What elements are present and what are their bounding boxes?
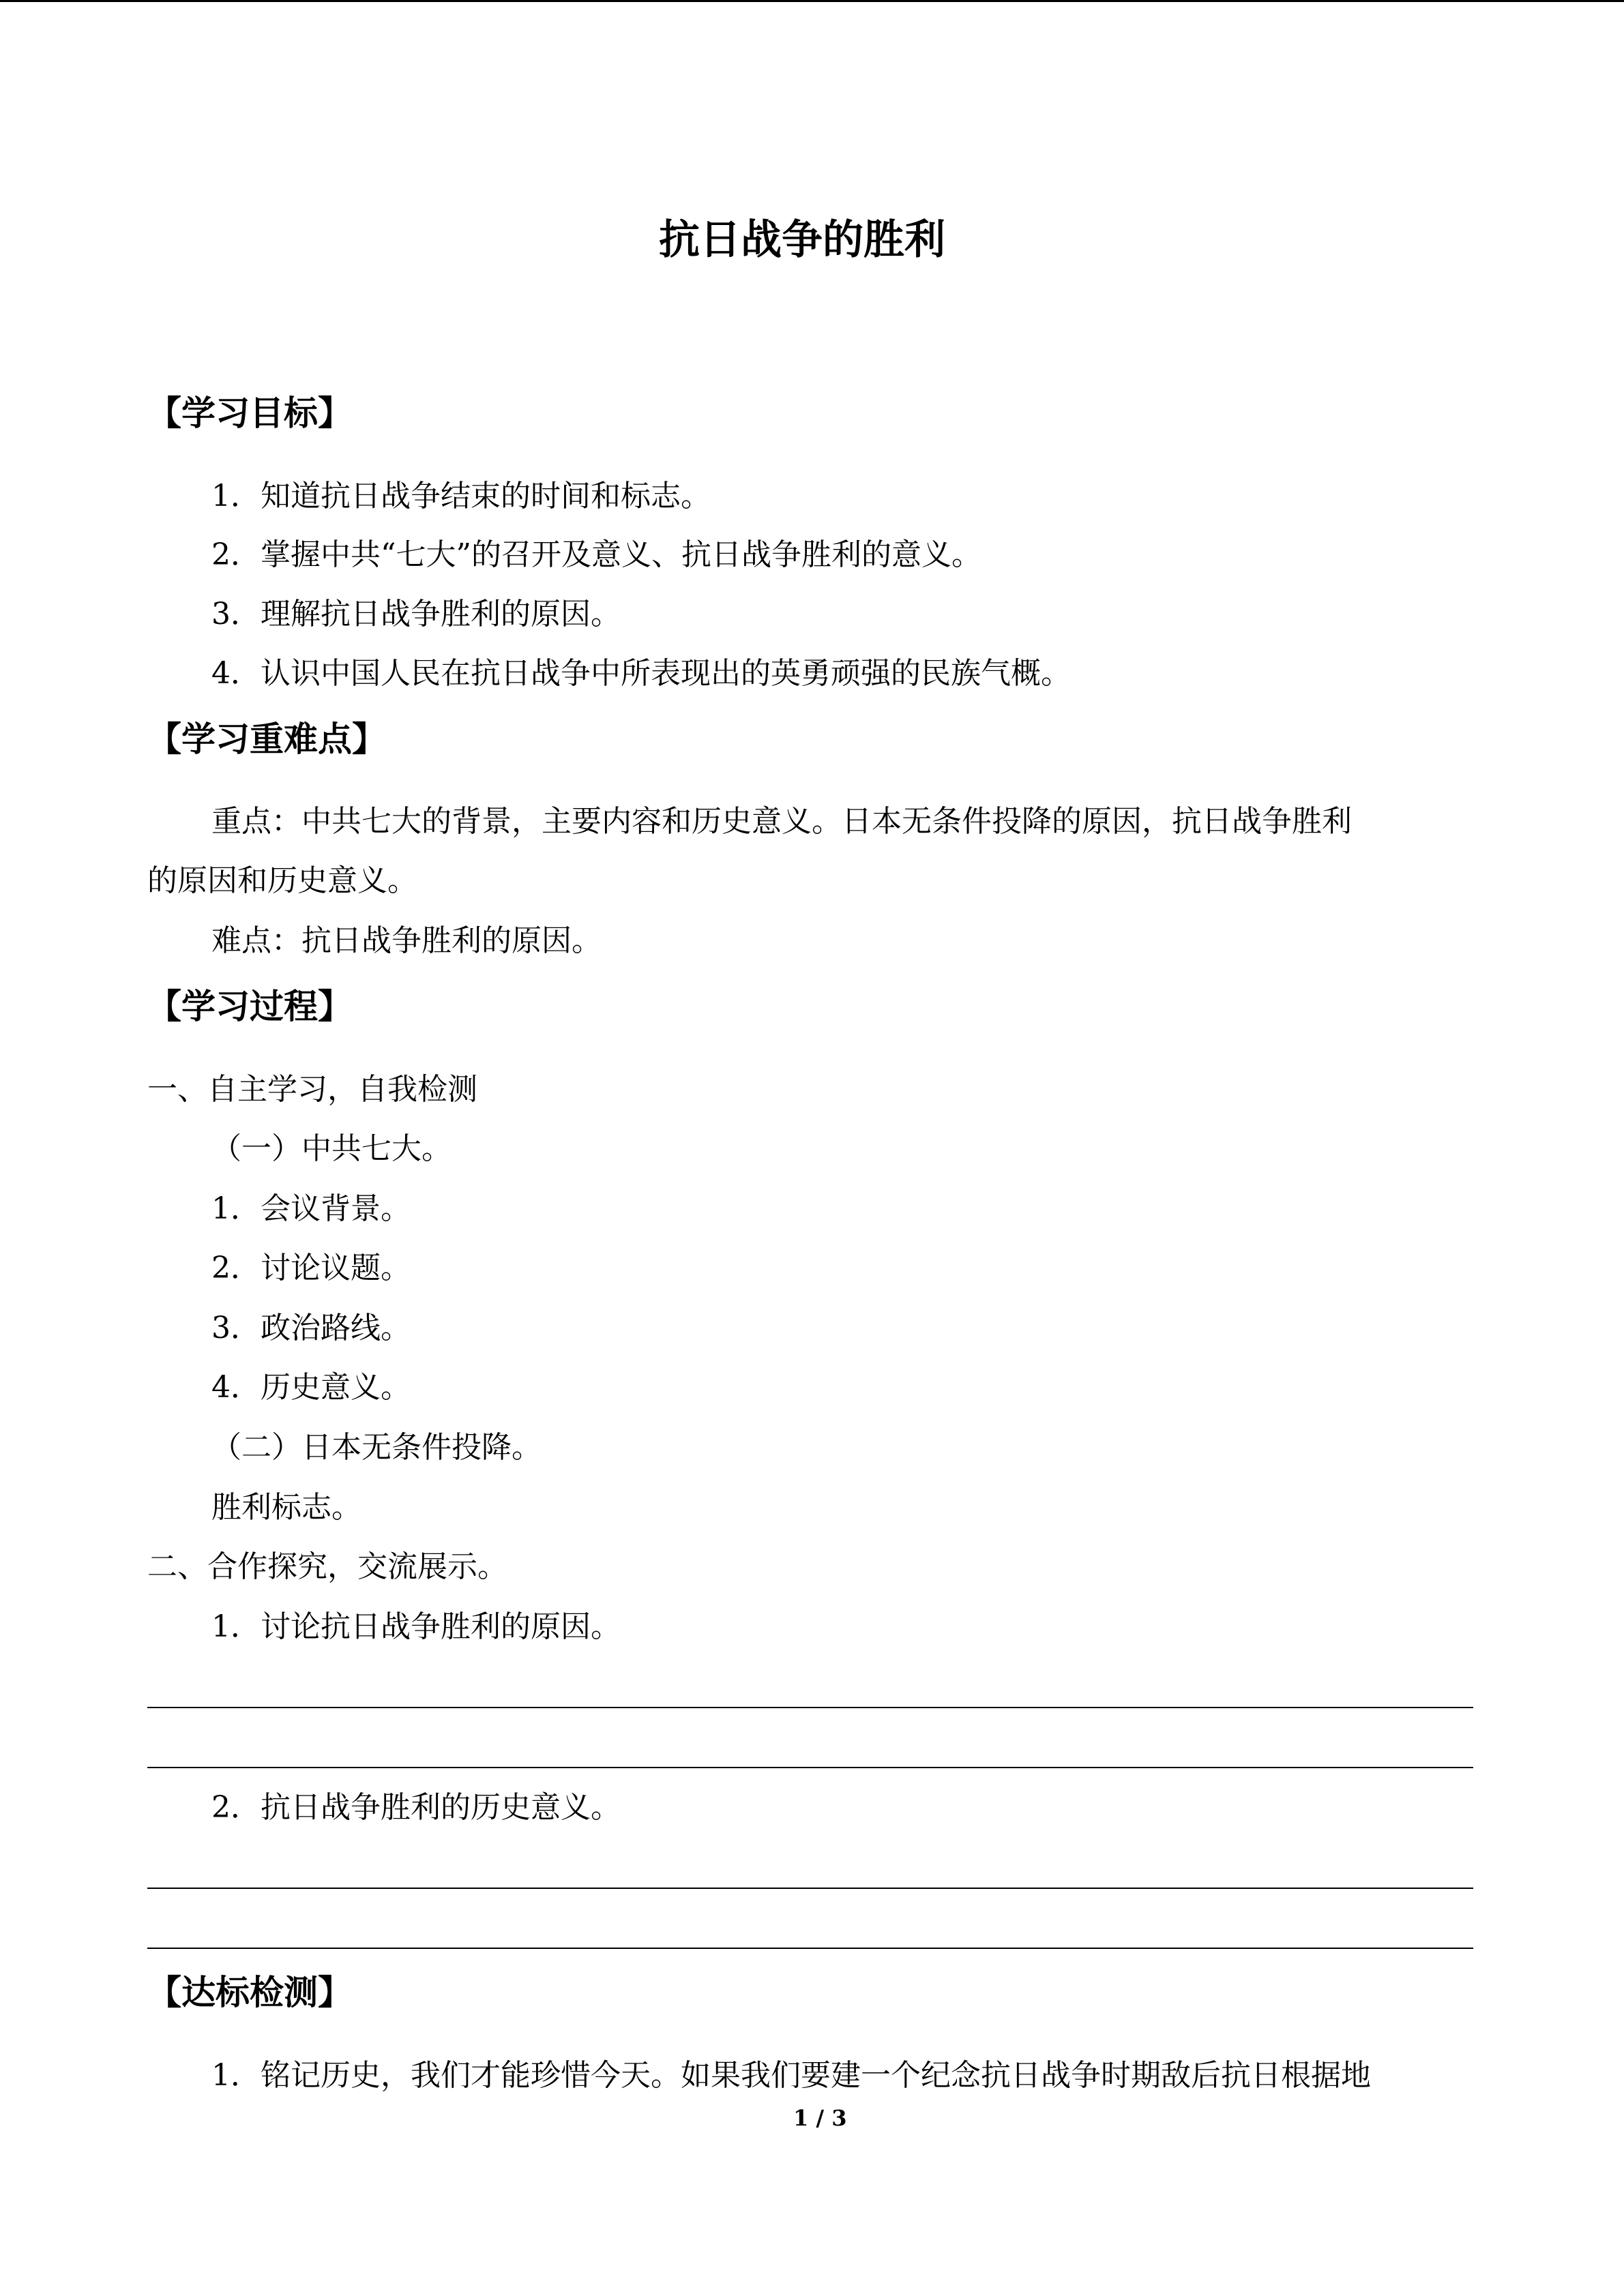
objective-item: 3．理解抗日战争胜利的原因。 <box>211 597 621 631</box>
answer-line <box>147 1948 1473 1949</box>
discussion-question-1: 1．讨论抗日战争胜利的原因。 <box>211 1609 621 1644</box>
process-sub-one-item: 3．政治路线。 <box>211 1311 411 1345</box>
assessment-question-1: 1．铭记历史，我们才能珍惜今天。如果我们要建一个纪念抗日战争时期敌后抗日根据地 <box>211 2058 1371 2093</box>
process-part-two: 二、合作探究，交流展示。 <box>147 1549 507 1584</box>
process-sub-one-item: 1．会议背景。 <box>211 1191 411 1226</box>
discussion-question-2: 2．抗日战争胜利的历史意义。 <box>211 1790 621 1825</box>
answer-line <box>147 1707 1473 1708</box>
page-number: 1 / 3 <box>793 2105 847 2131</box>
section-heading-process: 【学习过程】 <box>147 987 352 1026</box>
difficulty-text: 难点：抗日战争胜利的原因。 <box>211 923 602 958</box>
document-title: 抗日战争的胜利 <box>659 216 945 264</box>
answer-line <box>147 1888 1473 1889</box>
focus-text-line1: 重点：中共七大的背景，主要内容和历史意义。日本无条件投降的原因，抗日战争胜利 <box>211 804 1352 839</box>
process-sub-one: （一）中共七大。 <box>211 1131 452 1166</box>
process-sub-two: （二）日本无条件投降。 <box>211 1430 542 1465</box>
focus-text-line2: 的原因和历史意义。 <box>147 863 417 898</box>
objective-item: 1．知道抗日战争结束的时间和标志。 <box>211 479 711 513</box>
answer-line <box>147 1767 1473 1768</box>
objective-item: 2．掌握中共“七大”的召开及意义、抗日战争胜利的意义。 <box>211 537 981 572</box>
process-sub-two-item: 胜利标志。 <box>211 1490 361 1525</box>
process-part-one: 一、自主学习，自我检测 <box>147 1072 477 1107</box>
section-heading-objectives: 【学习目标】 <box>147 393 352 433</box>
process-sub-one-item: 2．讨论议题。 <box>211 1251 411 1285</box>
section-heading-key-points: 【学习重难点】 <box>147 719 386 759</box>
page-top-border <box>0 0 1624 2</box>
objective-item: 4．认识中国人民在抗日战争中所表现出的英勇顽强的民族气概。 <box>211 656 1071 691</box>
process-sub-one-item: 4．历史意义。 <box>211 1370 411 1405</box>
section-heading-assessment: 【达标检测】 <box>147 1973 352 2012</box>
